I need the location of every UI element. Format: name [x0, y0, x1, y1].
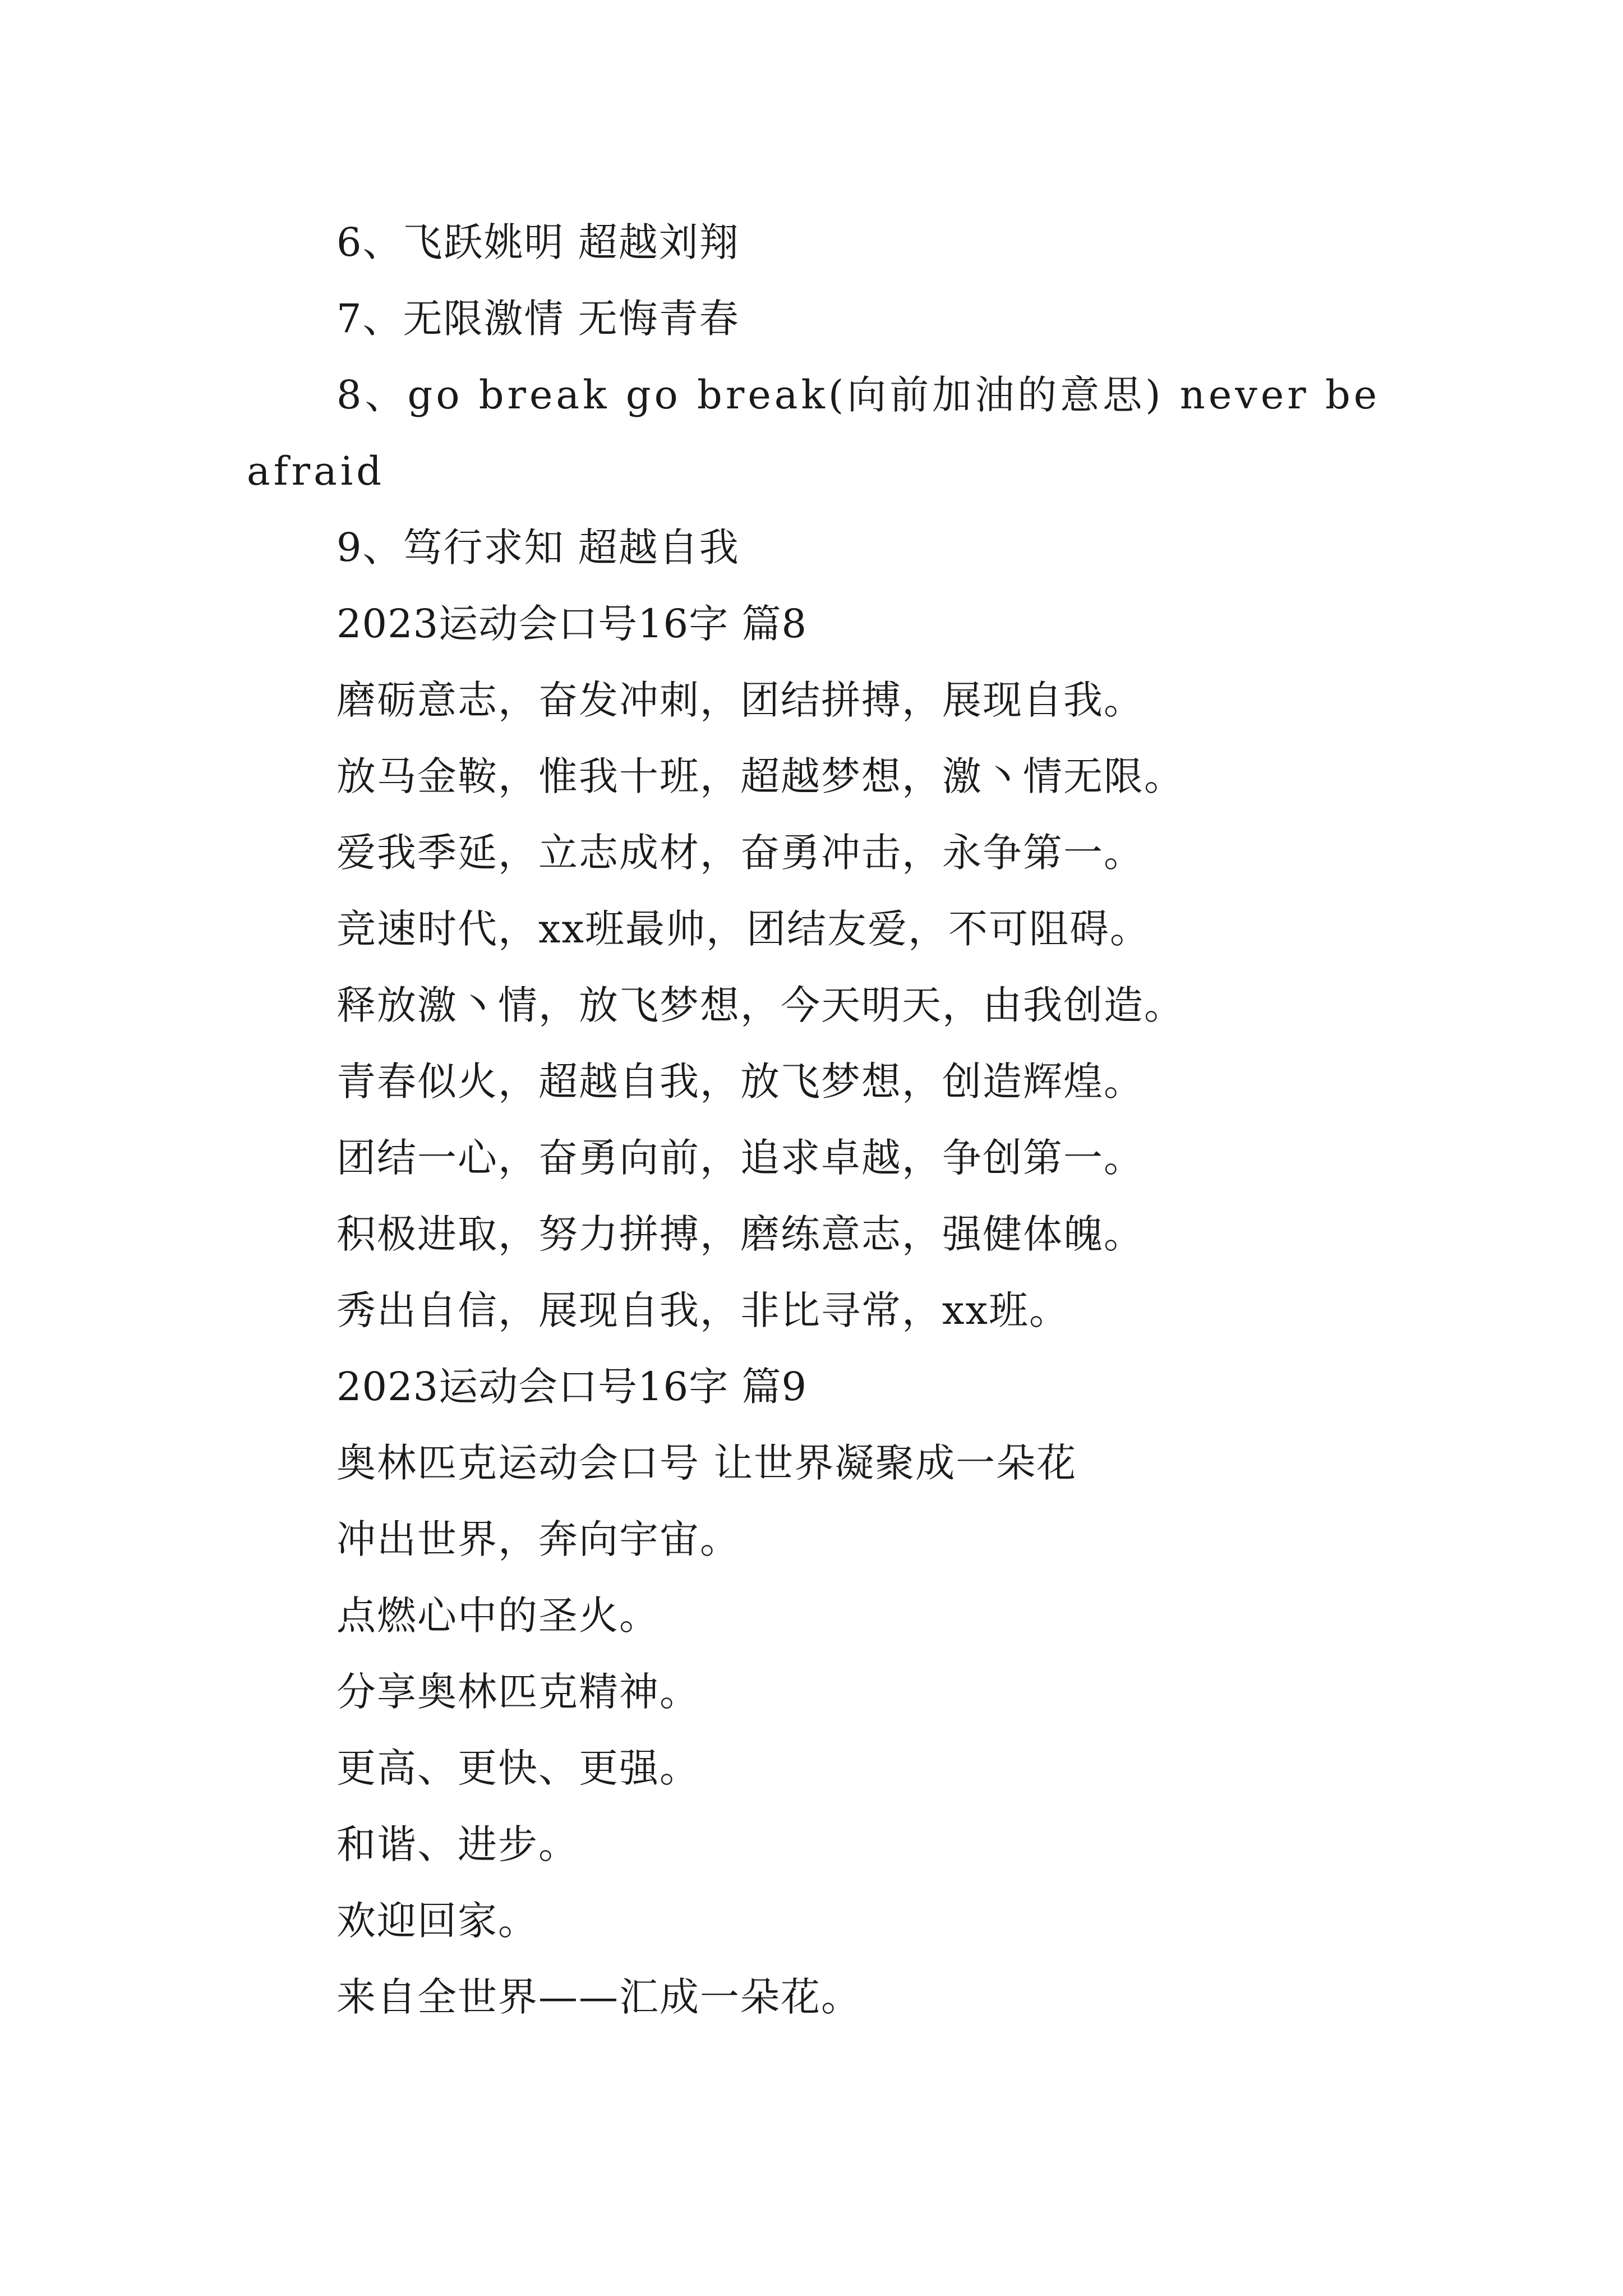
slogan-line: 秀出自信，展现自我，非比寻常，xx班。	[336, 1287, 1069, 1333]
slogan-line: 放马金鞍，惟我十班，超越梦想，激丶情无限。	[336, 753, 1184, 799]
slogan-line: 6、飞跃姚明 超越刘翔	[336, 219, 740, 265]
slogan-line: 冲出世界，奔向宇宙。	[336, 1516, 740, 1562]
slogan-line: 积极进取，努力拼搏，磨练意志，强健体魄。	[336, 1211, 1144, 1257]
slogan-line: 分享奥林匹克精神。	[336, 1669, 700, 1715]
slogan-line: 7、无限激情 无悔青春	[336, 296, 740, 342]
slogan-line: 8、go break go break(向前加油的意思) never be	[336, 372, 1381, 418]
slogan-line: 青春似火，超越自我，放飞梦想，创造辉煌。	[336, 1059, 1144, 1105]
slogan-line: 释放激丶情，放飞梦想，今天明天，由我创造。	[336, 982, 1184, 1028]
slogan-line: 和谐、进步。	[336, 1821, 579, 1867]
slogan-line: 点燃心中的圣火。	[336, 1593, 660, 1639]
slogan-line: 竞速时代，xx班最帅，团结友爱，不可阻碍。	[336, 906, 1150, 952]
slogan-line: 团结一心，奋勇向前，追求卓越，争创第一。	[336, 1135, 1144, 1181]
slogan-line: 欢迎回家。	[336, 1898, 538, 1944]
slogan-line: 磨砺意志，奋发冲刺，团结拼搏，展现自我。	[336, 677, 1144, 723]
slogan-line: 9、笃行求知 超越自我	[336, 524, 740, 570]
slogan-line-continuation: afraid	[247, 448, 385, 494]
section-heading: 2023运动会口号16字 篇8	[336, 601, 808, 647]
slogan-line: 更高、更快、更强。	[336, 1745, 700, 1791]
slogan-line: 奥林匹克运动会口号 让世界凝聚成一朵花	[336, 1440, 1077, 1486]
section-heading: 2023运动会口号16字 篇9	[336, 1364, 808, 1410]
slogan-line: 爱我季延，立志成材，奋勇冲击，永争第一。	[336, 830, 1144, 876]
slogan-line: 来自全世界——汇成一朵花。	[336, 1974, 861, 2020]
